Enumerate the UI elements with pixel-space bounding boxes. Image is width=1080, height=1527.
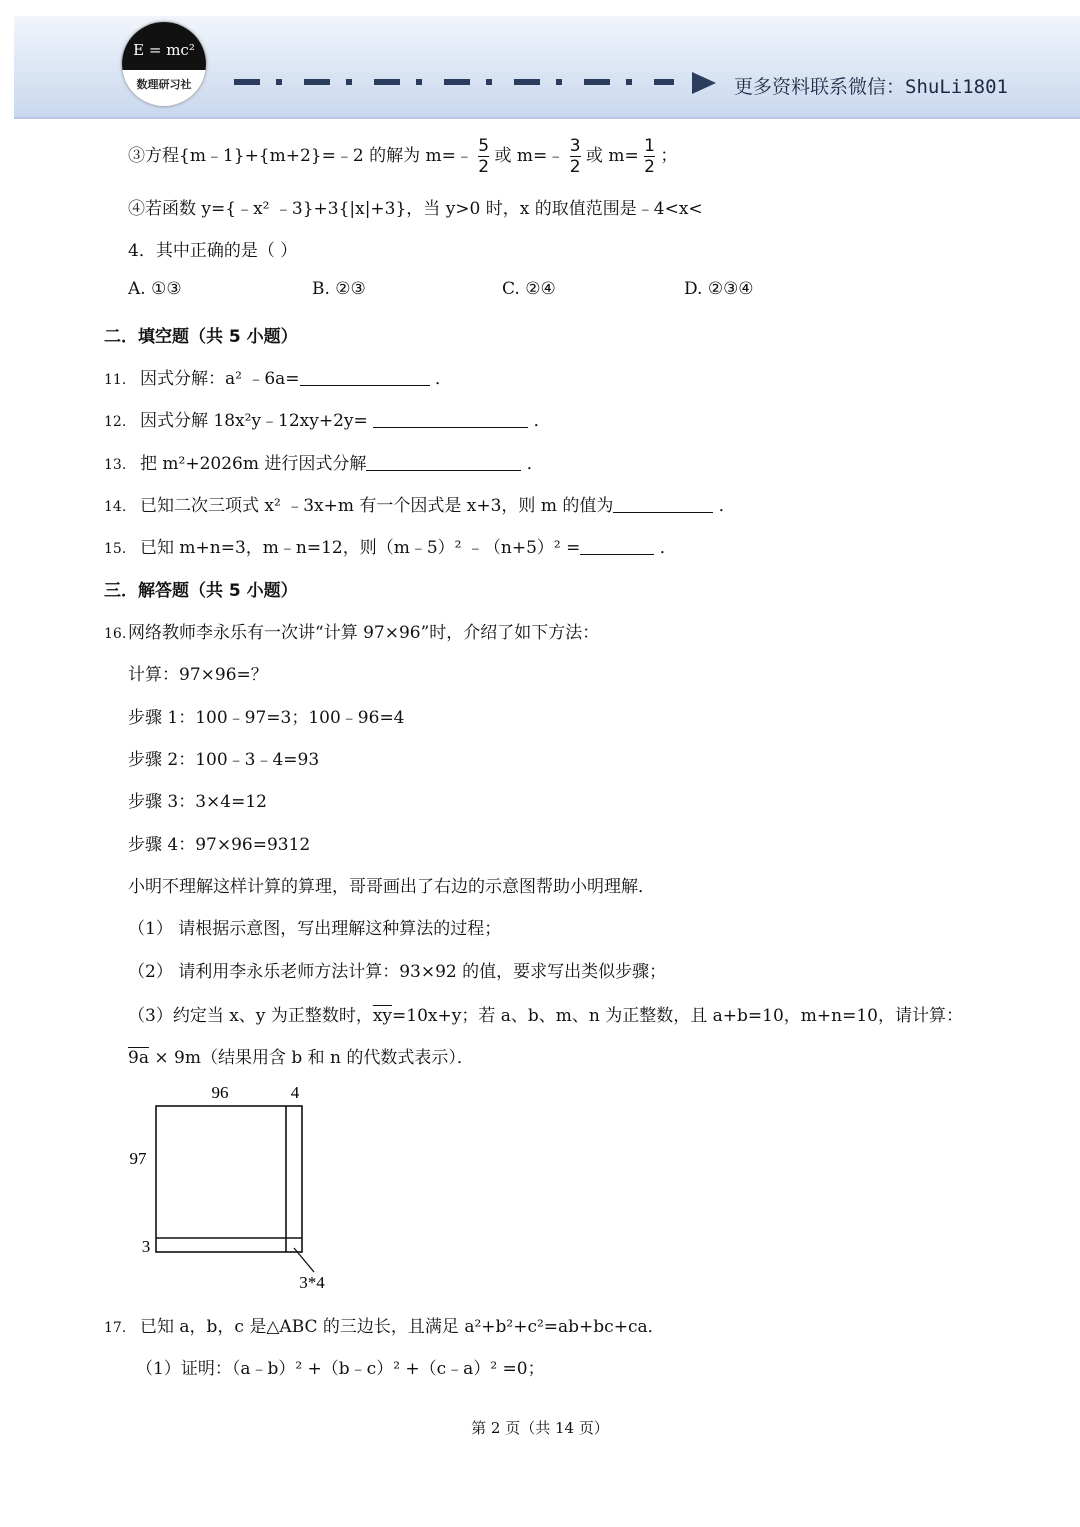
question-13: 13. 把 m²+2026m 进行因式分解 ． — [104, 454, 544, 474]
q10-item4-cont: 4．其中正确的是（ ） — [128, 241, 298, 261]
fraction: $\frac{3}{2}$ — [569, 136, 581, 177]
option-a: A. ①③ — [128, 279, 182, 299]
answer-blank — [580, 538, 654, 555]
option-d: D. ②③④ — [684, 279, 754, 299]
q16-line: 计算：97×96=？ — [128, 665, 268, 685]
answer-blank — [373, 411, 528, 428]
q16-step1: 步骤 1：100﹣97=3；100﹣96=4 — [128, 708, 405, 728]
logo-formula: E = mc² — [122, 22, 206, 70]
q17-part1: （1）证明：（a﹣b）² +（b﹣c）² +（c﹣a）² =0； — [136, 1359, 545, 1379]
area-diagram — [120, 1080, 340, 1295]
question-12: 12. 因式分解 18x²y﹣12xy+2y= ． — [104, 411, 551, 431]
label-97: 97 — [129, 1149, 147, 1168]
label-3x4: 3*4 — [299, 1273, 325, 1292]
question-16: 16. 网络教师李永乐有一次讲“计算 97×96”时，介绍了如下方法： — [104, 623, 600, 643]
q10-item4: ④若函数 y={﹣x² ﹣3}+3{|x|+3}，当 y>0 时，x 的取值范围是﹣4<x< — [128, 199, 703, 219]
section-title: 二．填空题（共 5 小题） — [104, 327, 298, 347]
q16-part3-cont: 9a × 9m（结果用含 b 和 n 的代数式表示）． — [128, 1048, 474, 1068]
question-11: 11. 因式分解：a² ﹣6a= ． — [104, 369, 452, 389]
fraction: $\frac{5}{2}$ — [478, 136, 490, 177]
q16-explanation: 小明不理解这样计算的算理，哥哥画出了右边的示意图帮助小明理解． — [128, 877, 655, 897]
label-3: 3 — [141, 1237, 151, 1256]
option-c: C. ②④ — [502, 279, 556, 299]
logo-name: 数理研习社 — [136, 78, 192, 91]
label-4: 4 — [290, 1083, 300, 1102]
fraction: $\frac{1}{2}$ — [644, 136, 655, 177]
answer-blank — [300, 369, 430, 386]
option-b: B. ②③ — [312, 279, 366, 299]
q16-part3: （3）约定当 x、y 为正整数时，$\overline{xy}=10x+y$；若 a、b、m、n 为正整数，且 a+b=10，m+n=10，请计算： — [128, 1006, 963, 1026]
arrow-icon — [692, 72, 716, 94]
contact-text: 更多资料联系微信：ShuLi1801 — [734, 76, 1008, 98]
pointer-line — [294, 1248, 314, 1272]
section-title: 三．解答题（共 5 小题） — [104, 581, 298, 601]
answer-blank — [613, 496, 713, 513]
question-17: 17. 已知 a，b，c 是△ABC 的三边长，且满足 a²+b²+c²=ab+bc+ca． — [104, 1317, 665, 1337]
question-15: 15. 已知 m+n=3，m﹣n=12，则（m﹣5）² ﹣（n+5）² = ． — [104, 538, 677, 558]
page-footer: 第 2 页（共 14 页） — [471, 1419, 609, 1437]
question-14: 14. 已知二次三项式 x² ﹣3x+m 有一个因式是 x+3，则 m 的值为 ． — [104, 496, 736, 516]
logo — [122, 22, 206, 106]
square-outline — [156, 1106, 302, 1252]
q16-step4: 步骤 4：97×96=9312 — [128, 835, 311, 855]
answer-blank — [366, 454, 521, 471]
label-96: 96 — [211, 1083, 229, 1102]
q10-item3: ③方程{m﹣1}+{m+2}=﹣2 的解为 m=﹣ $\frac{5}{2}$ 或 m=﹣ $\frac{3}{2}$ 或 m= $\frac{1}{2}$ ； — [128, 136, 678, 177]
q16-part1: （1） 请根据示意图，写出理解这种算法的过程； — [128, 919, 502, 939]
dash-decoration — [234, 79, 674, 85]
q16-step3: 步骤 3：3×4=12 — [128, 792, 267, 812]
q16-part2: （2） 请利用李永乐老师方法计算：93×92 的值，要求写出类似步骤； — [128, 962, 667, 982]
q16-step2: 步骤 2：100﹣3﹣4=93 — [128, 750, 320, 770]
